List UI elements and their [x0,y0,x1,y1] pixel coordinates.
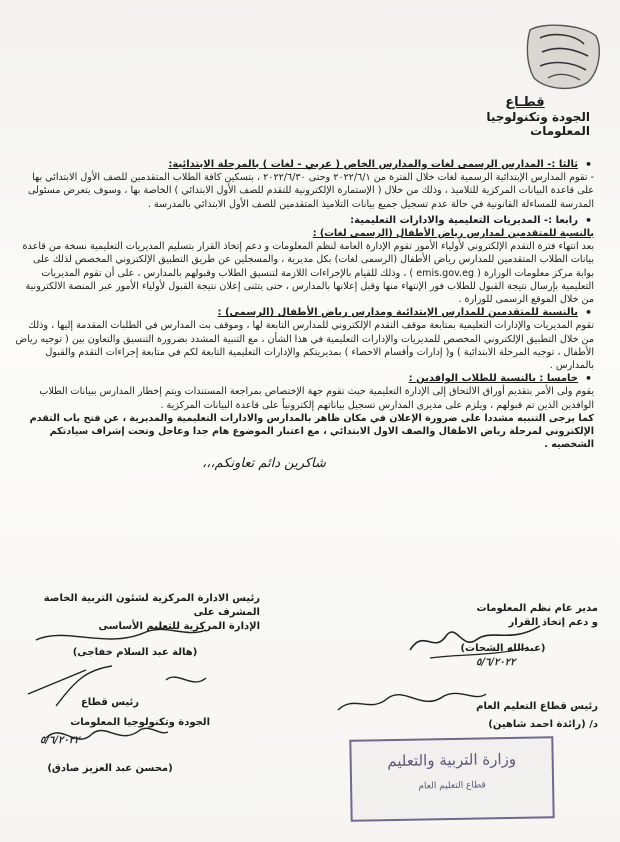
handwritten-signature-icon [330,686,490,720]
section5-body: يقوم ولى الأمر بتقديم أوراق الالتحاق إلى الإدارة التعليمية حيث تقوم جهة الإختصاص بمراجعة المستندات ويتم إخطار المدارس ببيانات الطلاب الوافدين الذين تم قبولهم ، ويلزم على مديرى المدارس تسجيل بياناتهم إلكترونياً على قاعدة البيانات المركزية . [39,386,594,411]
sig-date: ٥/٦/٢٠٢٢ [40,735,80,746]
section4-body1: بعد انتهاء فترة التقدم الإلكتروني لأولياء الأمور تقوم الإدارة العامة لنظم المعلومات و دعم إتخاذ القرار بتسليم المديريات التعليمية نسخة من قاعدة بيانات الطلاب المتقدمين للمدارس رياض الأطفال (الرسمى لغات) بكل مديرية ، والمسجلين عن طريق التطبيق الإلكتروني المخصص لذلك على بوابة مركز معلومات الوزارة ( emis.gov.eg ) ، وذلك للقيام بالإجراءات اللازمة لتنسيق الطلاب وقبولهم بالمدارس ، على أن تقوم المديريات التعليمية بإرسال نتيجة القبول للطلاب فور الإنتهاء منها وقبل إعلانها بالمدارس ، حتى يتثنى إعلان نتيجة القبول لأولياء الأمور عبر المنصة الالكترونية من خلال الموقع الرسمى للوزارة . [22,241,594,306]
sector-header [430,95,590,138]
section3-body: - تقوم المدارس الإبتدائية الرسمية لغات خلال الفترة من ٢٠٢٢/٦/١ وحتى ٢٠٢٢/٦/٣٠ ، بتسكين كافة الطلاب المتقدمين للصف الأول الابتدائي بها على قاعدة البيانات المركزية للتلاميذ ، وذلك من خلال ( الإستمارة الإلكترونية للتقدم للصف الأول الابتدائي ) الخاصة بها ، وسوف يتعرض مسئولى المدرسة للمساءلة القانونية في حالة عدم تسجيل جميع بيانات التلاميذ المتقدمين للصف الأول الابتدائي بالمدرسة . [28,172,594,210]
sig-date: ٥/٦/٢٠٢٢ [476,657,516,668]
sig-name: د/ (رائدة احمد شاهين) [488,719,598,730]
section5-note: كما يرجى التنبيه مشددا على ضرورة الإعلان في مكان ظاهر بالمدارس والادارات التعليمية والمديرية ، عن فتح باب التقدم الإلكتروني لمرحلة رياض الاطفال والصف الاول الابتدائي ، مع اعتبار الموضوع هام جدا وعاجل وتحت إشراف سيادتكم الشخصيه . [29,412,594,451]
header-line-1: قطـاع [505,95,545,110]
section4-body2: تقوم المديريات والإدارات التعليمية بمتابعة موقف التقدم الإلكتروني للمدارس التابعة لها ، وموقف بت المدارس في الطلبات المقدمة إليها ، وذلك من خلال التطبيق الإلكتروني المخصص للمديريات والإدارات التعليمية في هذا الشأن ، مع التنبية المشدد بضرورة التنسيق والتعاون بين ( توجيه رياض الأطفال ، توجيه المرحلة الابتدائية ) و( إدارات وأقسام الاحصاء ) بمديريتكم والإدارات التعليمية التابعة لكم في متابعة إجراءات التقدم والقبول بالمدارس . [15,320,594,372]
handwritten-signature-icon [40,716,170,756]
sig-title-2: الإدارة المركزية للتعليم الأساسى [98,621,260,632]
section4-sub2: • بالنسبة للمتقدمين للمدارس الإبتدائية ومدارس رياض الأطفال (الرسمى) : [14,306,594,319]
sig-name: (محسن عبد العزيز صادق) [47,763,173,774]
handwritten-signature-icon [400,610,550,670]
sig-title: رئيس قطاع التعليم العام [476,701,598,712]
sig-title: مدير عام نظم المعلومات [476,603,598,614]
stamp-line-1: وزارة التربية والتعليم [387,749,517,771]
sig-title: رئيس قطاع [80,697,140,708]
sig-name: (هالة عبد السلام خفاجى) [72,647,198,658]
official-stamp [349,736,554,822]
section5-title: • خامسا : بالنسبة للطلاب الوافدين : [14,372,594,385]
stamp-line-2: قطاع التعليم العام [418,780,486,792]
section4-title: • رابعا :- المديريات التعليمية والادارات التعليمية: [14,214,594,227]
sig-title-2: الجودة وتكنولوجيا المعلومات [70,717,210,728]
letter-body [14,158,594,471]
header-line-2: الجودة وتكنولوجيا المعلومات [486,110,590,138]
closing-thanks: شاكرين دائم تعاونكم،،، [202,456,326,472]
sig-title-2: و دعم إتخاذ القرار [508,617,598,628]
section4-sub1: بالنسبة للمتقدمين لمدارس رياض الأطفال (الرسمى لغات) : [312,228,594,240]
section3-title: • ثالثا :- المدارس الرسمى لغات والمدارس الخاص ( عربي - لغات ) بالمرحلة الابتدائية: [14,158,594,171]
sig-title: رئيس الادارة المركزية لشئون التربية الخاصة المشرف على [43,593,260,618]
ministry-seal-icon [522,18,604,96]
sig-name: (عبدالله الشحات) [460,643,546,654]
